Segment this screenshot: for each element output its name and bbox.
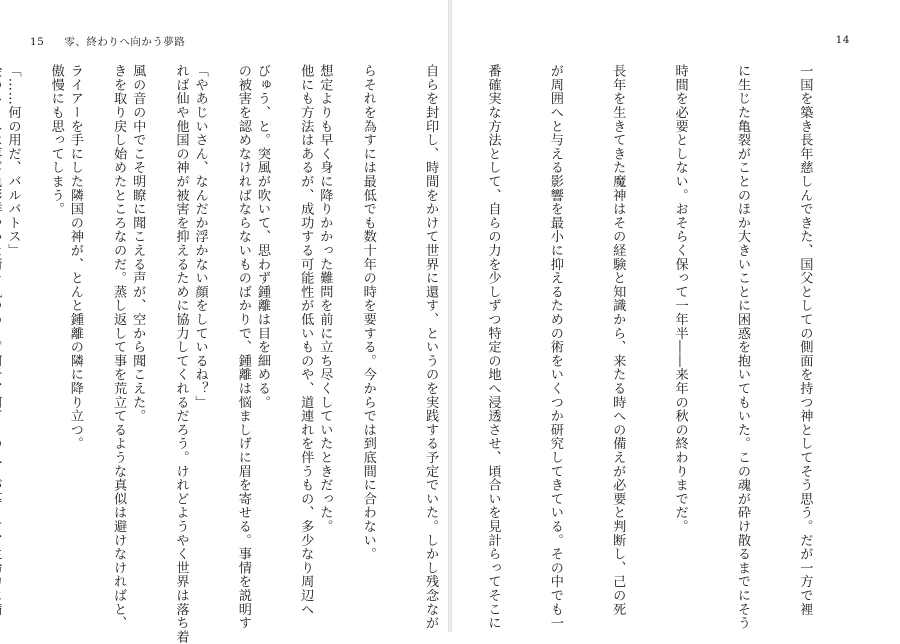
text-line: 他にも方法はあるが、成功する可能性が低いものや、道連れを伴うもの、多少なり周辺へ: [298, 64, 314, 616]
text-line: が周囲へと与える影響を最小に抑えるための術をいくつか研究してきている。その中でも一: [547, 64, 563, 630]
right-page-number: 14: [835, 34, 850, 46]
text-line: きを取り戻し始めたところなのだ。蒸し返して事を荒立てるような真似は避けなければと、: [111, 64, 127, 630]
left-page-number: 15: [30, 36, 45, 48]
text-line: れば仙や他国の神が被害を抑えるために協力してくれるだろう。けれどようやく世界は落ち着: [173, 64, 189, 644]
right-body-text: [0, 64, 856, 644]
chapter-title: 零、終わりへ向かう夢路: [64, 36, 186, 48]
text-line: 「やあじいさん、なんだか浮かない顔をしているね？」: [192, 64, 208, 409]
left-running-header: [30, 34, 185, 49]
text-line: に生じた亀裂がことのほか大きいことに困惑を抱いてもいた。この魂が砕け散るまでにそう: [735, 64, 751, 630]
text-line: 風の音の中でこそ明瞭に聞こえる声が、空から聞こえた。: [130, 64, 146, 423]
text-line: 傲慢にも思ってしまう。: [48, 64, 64, 216]
text-line: [0, 64, 3, 624]
text-line: 番確実な方法として、自らの力を少しずつ特定の地へ浸透させ、頃合いを見計らってそこに: [485, 64, 501, 630]
text-line: 長年を生きてきた魔神はその経験と知識から、来たる時への備えが必要と判断し、己の死: [610, 64, 626, 616]
text-line: 「……何の用だ、バルバトス」: [5, 64, 21, 258]
text-line: 想定よりも早く身に降りかかった難問を前に立ち尽くしていたときだった。: [317, 64, 333, 534]
text-line: 時間を必要としない。おそらく保って一年半――来年の秋の終わりまでだ。: [672, 64, 688, 534]
text-line: らそれを為すには最低でも数十年の時を要する。今からでは到底間に合わない。: [360, 64, 376, 561]
text-line: ライアーを手にした隣国の神が、とんと鍾離の隣に降り立つ。: [67, 64, 83, 451]
text-line: の被害を認めなければならないものばかりで、鍾離は悩ましげに眉を寄せる。事情を説明す: [235, 64, 251, 630]
text-line: 自らを封印し、時間をかけて世界に還す、というのを実践する予定でいた。しかし残念なが: [423, 64, 439, 630]
text-line: びゅう、と。突風が吹いて、思わず鍾離は目を細める。: [255, 64, 271, 409]
text-line: 一国を築き長年慈しんできた、国父としての側面を持つ神としてそう思う。だが一方で裡: [797, 64, 813, 616]
